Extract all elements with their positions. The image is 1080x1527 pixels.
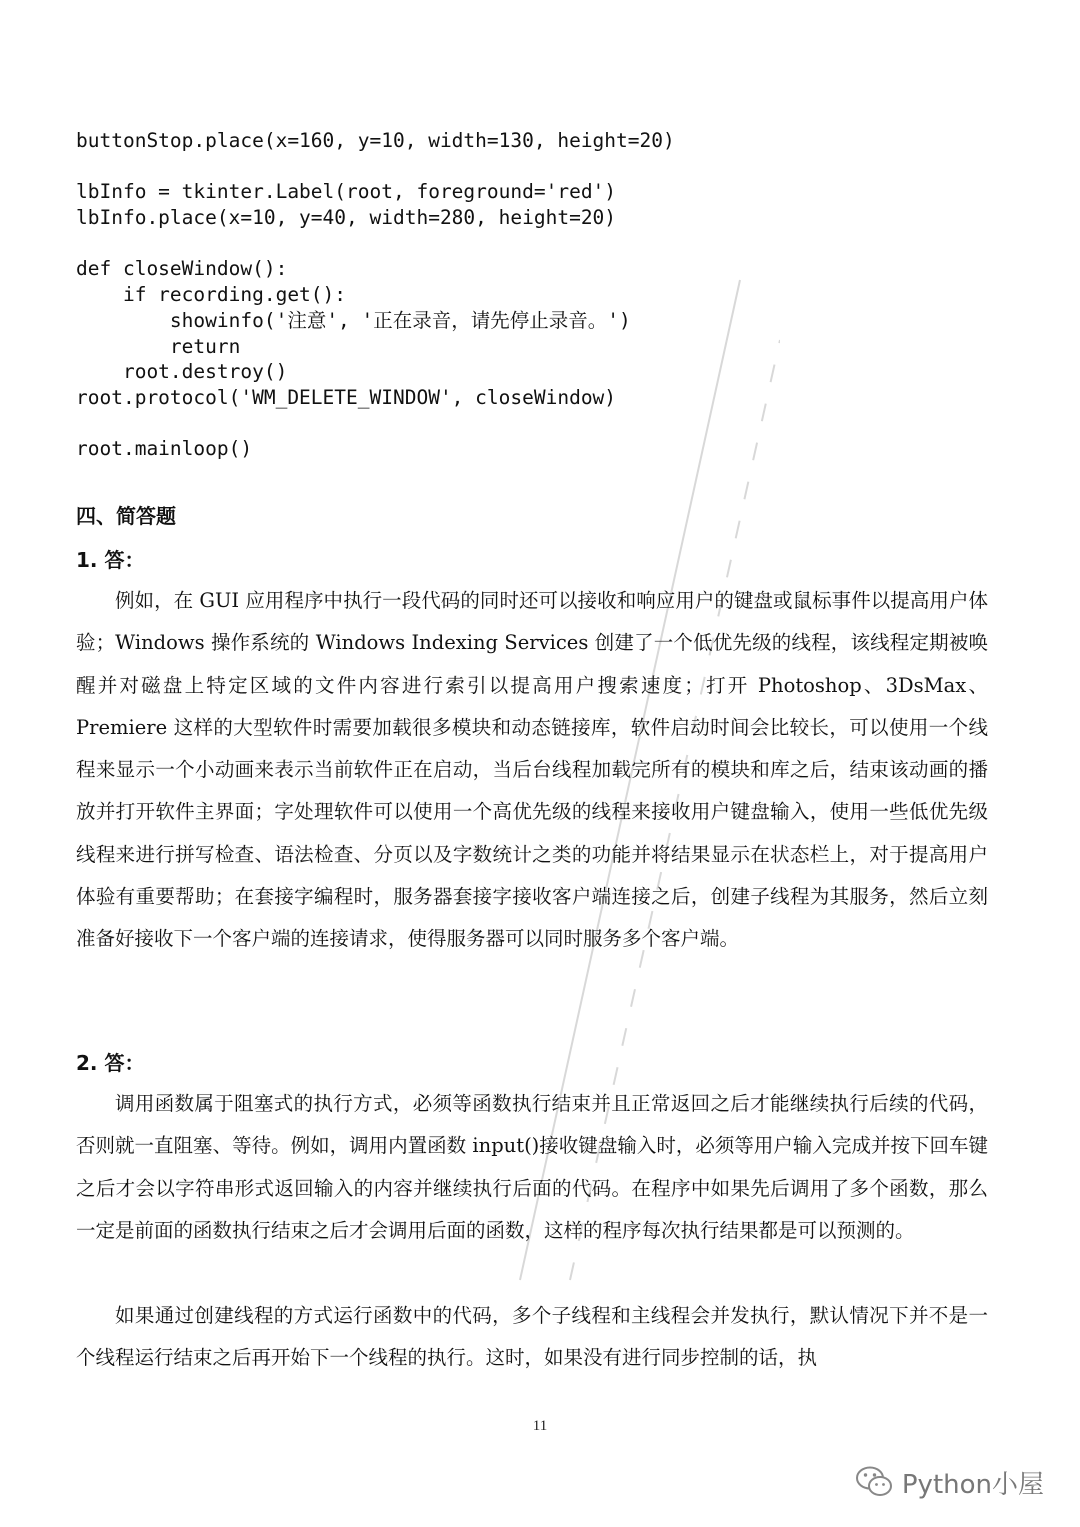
page-number: 11 [532,1418,548,1434]
code-line: buttonStop.place(x=160, y=10, width=130, height=20) [76,129,675,152]
watermark-text: Python小屋 [901,1469,1044,1500]
code-blank-line [76,231,996,257]
code-blank-line [76,154,996,180]
code-line: lbInfo.place(x=10, y=40, width=280, height=20) [76,206,617,230]
code-line: def closeWindow(): [76,257,288,281]
code-line: root.protocol('WM_DELETE_WINDOW', closeWindow) [76,385,617,409]
footer-watermark [854,1462,1044,1502]
code-line: return [76,334,241,358]
answer-2-label: 2. 答： [76,1051,145,1075]
answer-2-paragraph-1: 调用函数属于阻塞式的执行方式，必须等函数执行结束并且正常返回之后才能继续执行后续的代码，否则就一直阻塞、等待。例如，调用内置函数 input()接收键盘输入时，必须等用户输入完成并按下回车键之后才会以字符串形式返回输入的内容并继续执行后面的代码。在程序中如果先后调用了多个函数，那么一定是前面的函数执行结束之后才会调用后面的函数，这样的程序每次执行结果都是可以预测的。 [76,1092,988,1242]
code-line: showinfo('注意', '正在录音，请先停止录音。') [76,308,631,332]
code-line: root.mainloop() [76,437,253,461]
code-block [76,128,996,462]
answer-2-paragraph-2: 如果通过创建线程的方式运行函数中的代码，多个子线程和主线程会并发执行，默认情况下并不是一个线程运行结束之后再开始下一个线程的执行。这时，如果没有进行同步控制的话，执 [76,1304,988,1370]
answer-1-paragraph: 例如，在 GUI 应用程序中执行一段代码的同时还可以接收和响应用户的键盘或鼠标事件以提高用户体验；Windows 操作系统的 Windows Indexing Services 创建了一个低优先级的线程，该线程定期被唤醒并对磁盘上特定区域的文件内容进行索引以提高用户搜索速度；打开 Photoshop、3DsMax、Premiere 这样的大型软件时需要加载很多模块和动态链接库，软件启动时间会比较长，可以使用一个线程来显示一个小动画来表示当前软件正在启动，当后台线程加载完所有的模块和库之后，结束该动画的播放并打开软件主界面；字处理软件可以使用一个高优先级的线程来接收用户键盘输入，使用一些低优先级线程来进行拼写检查、语法检查、分页以及字数统计之类的功能并将结果显示在状态栏上，对于提高用户体验有重要帮助；在套接字编程时，服务器套接字接收客户端连接之后，创建子线程为其服务，然后立刻准备好接收下一个客户端的连接请求，使得服务器可以同时服务多个客户端。 [76,589,988,951]
code-line: root.destroy() [76,360,288,384]
code-line: lbInfo = tkinter.Label(root, foreground='red') [76,180,617,204]
code-line: if recording.get(): [76,283,347,307]
answer-1-label: 1. 答： [76,548,145,572]
section-title: 四、简答题 [76,504,176,528]
code-blank-line [76,411,996,437]
wechat-icon [854,1464,894,1500]
